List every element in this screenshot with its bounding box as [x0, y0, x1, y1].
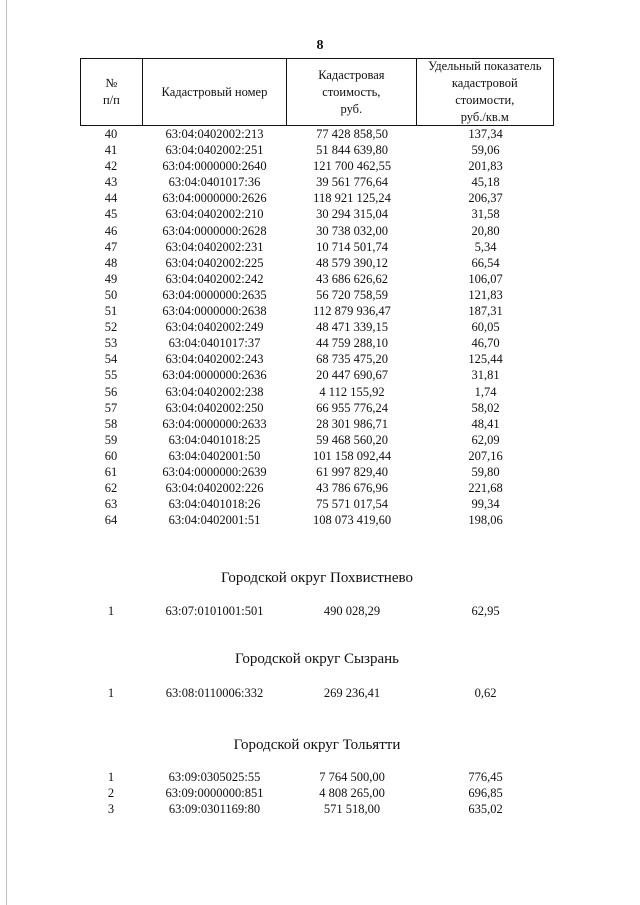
row-number: 61	[104, 464, 118, 479]
specific-indicator: 99,34	[471, 497, 500, 512]
row-number: 48	[104, 255, 118, 270]
cadastral-value: 59 468 560,20	[316, 432, 388, 447]
row-number: 54	[104, 352, 118, 367]
row-number: 57	[104, 400, 118, 415]
specific-indicator: 125,44	[468, 352, 503, 367]
table-row	[80, 480, 554, 496]
table-row	[80, 512, 554, 528]
table-row	[80, 400, 554, 416]
table-row	[80, 255, 554, 271]
cadastral-number: 63:04:0402002:210	[165, 207, 264, 222]
table-row	[80, 223, 554, 239]
cadastral-number: 63:04:0402002:225	[165, 255, 264, 270]
section-row	[80, 685, 554, 701]
specific-indicator: 31,58	[471, 207, 500, 222]
cadastral-value: 30 294 315,04	[316, 207, 388, 222]
row-number: 52	[104, 320, 118, 335]
cadastral-number: 63:04:0402002:249	[165, 320, 264, 335]
table-row	[80, 432, 554, 448]
scan-edge-line	[6, 0, 7, 905]
specific-indicator: 31,81	[471, 368, 500, 383]
cadastral-number: 63:07:0101001:501	[165, 604, 264, 618]
cadastral-number: 63:04:0402002:251	[165, 143, 264, 158]
table-row	[80, 448, 554, 464]
specific-indicator: 58,02	[471, 400, 500, 415]
cadastral-number: 63:04:0000000:2633	[162, 416, 267, 431]
row-number: 44	[104, 191, 118, 206]
section-title: Городской округ Тольятти	[233, 737, 401, 753]
header-cadastral-value-line-1: Кадастровая	[318, 67, 385, 82]
header-specific-indicator-line-3: стоимости,	[455, 93, 515, 107]
table-row	[80, 367, 554, 383]
specific-indicator: 635,02	[468, 802, 503, 816]
specific-indicator: 5,34	[474, 239, 497, 254]
specific-indicator: 187,31	[468, 304, 503, 319]
row-number: 1	[107, 686, 115, 700]
cadastral-number: 63:04:0000000:2628	[162, 223, 267, 238]
cadastral-value: 61 997 829,40	[316, 464, 388, 479]
table-row	[80, 271, 554, 287]
header-specific-indicator-line-4: руб./кв.м	[460, 110, 509, 124]
cadastral-number: 63:04:0402002:231	[165, 239, 264, 254]
row-number: 64	[104, 513, 118, 528]
page-number: 8	[316, 38, 324, 53]
cadastral-number: 63:04:0401017:37	[168, 336, 261, 351]
table-row	[80, 206, 554, 222]
cadastral-value: 10 714 501,74	[316, 239, 388, 254]
cadastral-number: 63:04:0000000:2636	[162, 368, 267, 383]
specific-indicator: 696,85	[468, 786, 503, 800]
table-body	[80, 126, 554, 528]
section-row	[80, 785, 554, 801]
row-number: 46	[104, 223, 118, 238]
header-cadastral-value	[287, 59, 416, 125]
header-cadastral-number-label: Кадастровый номер	[161, 84, 268, 99]
row-number: 53	[104, 336, 118, 351]
table-row	[80, 351, 554, 367]
specific-indicator: 1,74	[474, 384, 497, 399]
cadastral-number: 63:09:0000000:851	[165, 786, 264, 800]
row-number: 62	[104, 481, 118, 496]
cadastral-value: 75 571 017,54	[316, 497, 388, 512]
row-number: 58	[104, 416, 118, 431]
table-row	[80, 384, 554, 400]
cadastral-number: 63:04:0402001:51	[168, 513, 261, 528]
table-row	[80, 303, 554, 319]
specific-indicator: 62,09	[471, 432, 500, 447]
section-row	[80, 801, 554, 817]
row-number: 51	[104, 304, 118, 319]
cadastral-value: 51 844 639,80	[316, 143, 388, 158]
row-number: 3	[107, 802, 115, 816]
cadastral-value: 48 471 339,15	[316, 320, 388, 335]
table-row	[80, 319, 554, 335]
specific-indicator: 48,41	[471, 416, 500, 431]
row-number: 1	[107, 604, 115, 618]
table-row	[80, 335, 554, 351]
cadastral-value: 43 786 676,96	[316, 481, 388, 496]
specific-indicator: 0,62	[474, 686, 497, 700]
cadastral-number: 63:04:0402002:238	[165, 384, 264, 399]
cadastral-number: 63:04:0402001:50	[168, 448, 261, 463]
cadastral-number: 63:04:0402002:242	[165, 271, 264, 286]
header-specific-indicator-line-1: Удельный показатель	[428, 59, 542, 73]
cadastral-number: 63:09:0301169:80	[168, 802, 261, 816]
cadastral-value: 118 921 125,24	[313, 191, 391, 206]
cadastral-value: 490 028,29	[323, 604, 381, 618]
table-header	[80, 58, 554, 126]
cadastral-number: 63:04:0000000:2626	[162, 191, 267, 206]
section-row	[80, 769, 554, 785]
specific-indicator: 207,16	[468, 448, 503, 463]
specific-indicator: 20,80	[471, 223, 500, 238]
cadastral-number: 63:04:0401018:26	[168, 497, 261, 512]
header-cadastral-number	[143, 59, 287, 125]
table-row	[80, 496, 554, 512]
row-number: 47	[104, 239, 118, 254]
row-number: 42	[104, 159, 118, 174]
row-number: 55	[104, 368, 118, 383]
specific-indicator: 59,06	[471, 143, 500, 158]
cadastral-value: 112 879 936,47	[313, 304, 391, 319]
cadastral-number: 63:04:0000000:2639	[162, 464, 267, 479]
table-row	[80, 158, 554, 174]
cadastral-number: 63:08:0110006:332	[165, 686, 264, 700]
cadastral-number: 63:04:0402002:250	[165, 400, 264, 415]
row-number: 2	[107, 786, 115, 800]
cadastral-value: 20 447 690,67	[316, 368, 388, 383]
table-row	[80, 190, 554, 206]
cadastral-value: 68 735 475,20	[316, 352, 388, 367]
specific-indicator: 45,18	[471, 175, 500, 190]
table-row	[80, 174, 554, 190]
header-num-line-1: №	[105, 76, 118, 90]
table-row	[80, 287, 554, 303]
cadastral-number: 63:04:0402002:226	[165, 481, 264, 496]
specific-indicator: 66,54	[471, 255, 500, 270]
specific-indicator: 198,06	[468, 513, 503, 528]
table-row	[80, 126, 554, 142]
cadastral-value: 77 428 858,50	[316, 127, 388, 141]
cadastral-number: 63:04:0401017:36	[168, 175, 261, 190]
cadastral-value: 39 561 776,64	[316, 175, 388, 190]
cadastral-value: 269 236,41	[323, 686, 381, 700]
cadastral-value: 28 301 986,71	[316, 416, 388, 431]
section-row	[80, 603, 554, 619]
header-specific-indicator-line-2: кадастровой	[451, 76, 518, 90]
table-row	[80, 142, 554, 158]
cadastral-value: 121 700 462,55	[312, 159, 392, 174]
cadastral-number: 63:04:0000000:2635	[162, 287, 267, 302]
header-num	[81, 59, 143, 125]
row-number: 56	[104, 384, 118, 399]
cadastral-value: 30 738 032,00	[316, 223, 388, 238]
table-row	[80, 464, 554, 480]
table-row	[80, 239, 554, 255]
specific-indicator: 201,83	[468, 159, 503, 174]
row-number: 60	[104, 448, 118, 463]
specific-indicator: 62,95	[471, 604, 500, 618]
header-cadastral-value-line-3: руб.	[340, 101, 363, 116]
cadastral-value: 43 686 626,62	[316, 271, 388, 286]
cadastral-number: 63:04:0402002:213	[165, 127, 264, 141]
row-number: 43	[104, 175, 118, 190]
cadastral-value: 4 112 155,92	[319, 384, 385, 399]
row-number: 59	[104, 432, 118, 447]
row-number: 41	[104, 143, 118, 158]
table-row	[80, 416, 554, 432]
row-number: 49	[104, 271, 118, 286]
row-number: 40	[104, 127, 118, 141]
cadastral-number: 63:09:0305025:55	[168, 770, 261, 784]
header-cadastral-value-line-2: стоимость,	[322, 84, 381, 99]
specific-indicator: 121,83	[468, 287, 503, 302]
cadastral-value: 4 808 265,00	[319, 786, 385, 800]
specific-indicator: 46,70	[471, 336, 500, 351]
header-specific-indicator	[417, 59, 553, 125]
row-number: 1	[107, 770, 115, 784]
cadastral-value: 101 158 092,44	[312, 448, 392, 463]
specific-indicator: 776,45	[468, 770, 503, 784]
cadastral-value: 44 759 288,10	[316, 336, 388, 351]
cadastral-number: 63:04:0000000:2640	[162, 159, 267, 174]
cadastral-value: 571 518,00	[323, 802, 381, 816]
cadastral-value: 48 579 390,12	[316, 255, 388, 270]
cadastral-value: 56 720 758,59	[316, 287, 388, 302]
cadastral-number: 63:04:0402002:243	[165, 352, 264, 367]
section-title: Городской округ Похвистнево	[221, 570, 413, 586]
specific-indicator: 106,07	[468, 271, 503, 286]
cadastral-number: 63:04:0401018:25	[168, 432, 261, 447]
cadastral-value: 108 073 419,60	[312, 513, 392, 528]
section-title: Городской округ Сызрань	[234, 651, 400, 667]
row-number: 63	[104, 497, 118, 512]
row-number: 50	[104, 287, 118, 302]
cadastral-value: 66 955 776,24	[316, 400, 388, 415]
specific-indicator: 221,68	[468, 481, 503, 496]
specific-indicator: 206,37	[468, 191, 503, 206]
specific-indicator: 60,05	[471, 320, 500, 335]
header-num-line-2: п/п	[102, 93, 120, 107]
cadastral-value: 7 764 500,00	[319, 770, 385, 784]
specific-indicator: 59,80	[471, 464, 500, 479]
cadastral-number: 63:04:0000000:2638	[162, 304, 267, 319]
row-number: 45	[104, 207, 118, 222]
specific-indicator: 137,34	[468, 127, 503, 141]
